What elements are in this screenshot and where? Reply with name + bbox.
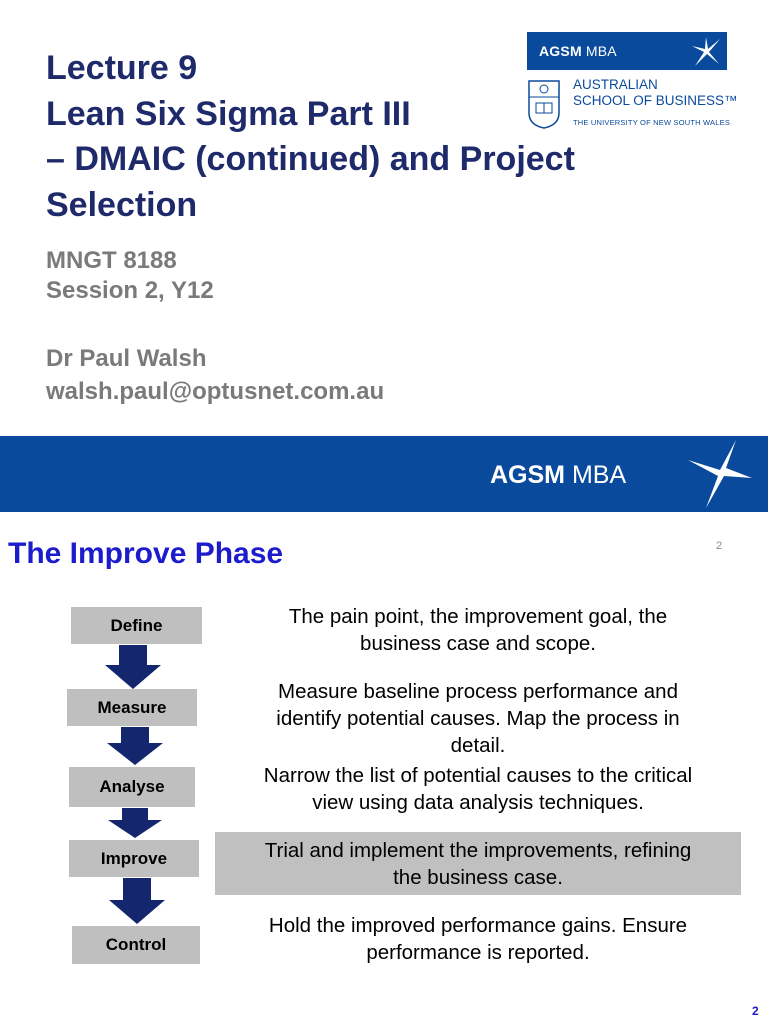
description-line: detail. xyxy=(450,734,506,757)
improve-description xyxy=(215,837,741,891)
description-line: Trial and implement the improvements, refining xyxy=(264,839,692,862)
arrow-down-icon xyxy=(109,878,165,924)
define-description xyxy=(218,603,738,657)
title-line-1: Lecture 9 xyxy=(46,49,198,87)
control-description xyxy=(218,912,738,966)
author-name: Dr Paul Walsh xyxy=(46,345,207,372)
phase-box-improve: Improve xyxy=(69,840,199,877)
banner-bold: AGSM xyxy=(490,461,565,489)
page-number: 2 xyxy=(752,1004,759,1018)
description-line: business case and scope. xyxy=(360,632,596,655)
school-name-line-1: AUSTRALIAN xyxy=(573,77,658,92)
phase-box-analyse: Analyse xyxy=(69,767,195,807)
description-line: The pain point, the improvement goal, the xyxy=(288,605,668,628)
university-name: THE UNIVERSITY OF NEW SOUTH WALES xyxy=(573,118,731,127)
star-icon xyxy=(684,438,754,510)
slide-number: 2 xyxy=(716,540,723,552)
school-name-line-2: SCHOOL OF BUSINESS™ xyxy=(573,93,738,108)
banner-light: MBA xyxy=(571,461,627,489)
arrow-down-icon xyxy=(108,808,162,838)
course-info xyxy=(46,246,214,306)
badge-light: MBA xyxy=(585,43,617,59)
banner-text xyxy=(490,461,626,489)
agsm-mba-banner xyxy=(0,436,768,512)
title-line-3: – DMAIC (continued) and Project xyxy=(46,140,575,178)
phase-box-measure: Measure xyxy=(67,689,197,726)
agsm-mba-badge-text xyxy=(539,43,617,59)
lecture-title xyxy=(46,46,666,228)
arrow-down-icon xyxy=(105,645,161,689)
description-line: Measure baseline process performance and xyxy=(278,680,678,703)
author-info xyxy=(46,342,384,408)
description-line: identify potential causes. Map the process in xyxy=(276,707,680,730)
arrow-down-icon xyxy=(107,727,163,765)
analyse-description xyxy=(218,762,738,816)
session-label: Session 2, Y12 xyxy=(46,277,214,304)
badge-bold: AGSM xyxy=(539,43,582,59)
title-line-2: Lean Six Sigma Part III xyxy=(46,94,411,133)
phase-box-define: Define xyxy=(71,607,202,644)
star-icon xyxy=(689,34,723,68)
description-line: the business case. xyxy=(393,866,563,889)
course-code: MNGT 8188 xyxy=(46,247,177,274)
description-line: Hold the improved performance gains. Ensure xyxy=(268,914,688,937)
author-email: walsh.paul@optusnet.com.au xyxy=(46,378,385,405)
agsm-mba-badge xyxy=(527,32,727,70)
phase-box-control: Control xyxy=(72,926,200,964)
title-line-4: Selection xyxy=(46,185,198,224)
slide-title: The Improve Phase xyxy=(8,537,284,570)
university-crest-icon xyxy=(527,79,561,129)
description-line: Narrow the list of potential causes to the critical xyxy=(263,764,693,787)
description-line: view using data analysis techniques. xyxy=(312,791,644,814)
description-line: performance is reported. xyxy=(366,941,590,964)
measure-description xyxy=(218,678,738,759)
improve-phase-slide xyxy=(0,512,768,1024)
